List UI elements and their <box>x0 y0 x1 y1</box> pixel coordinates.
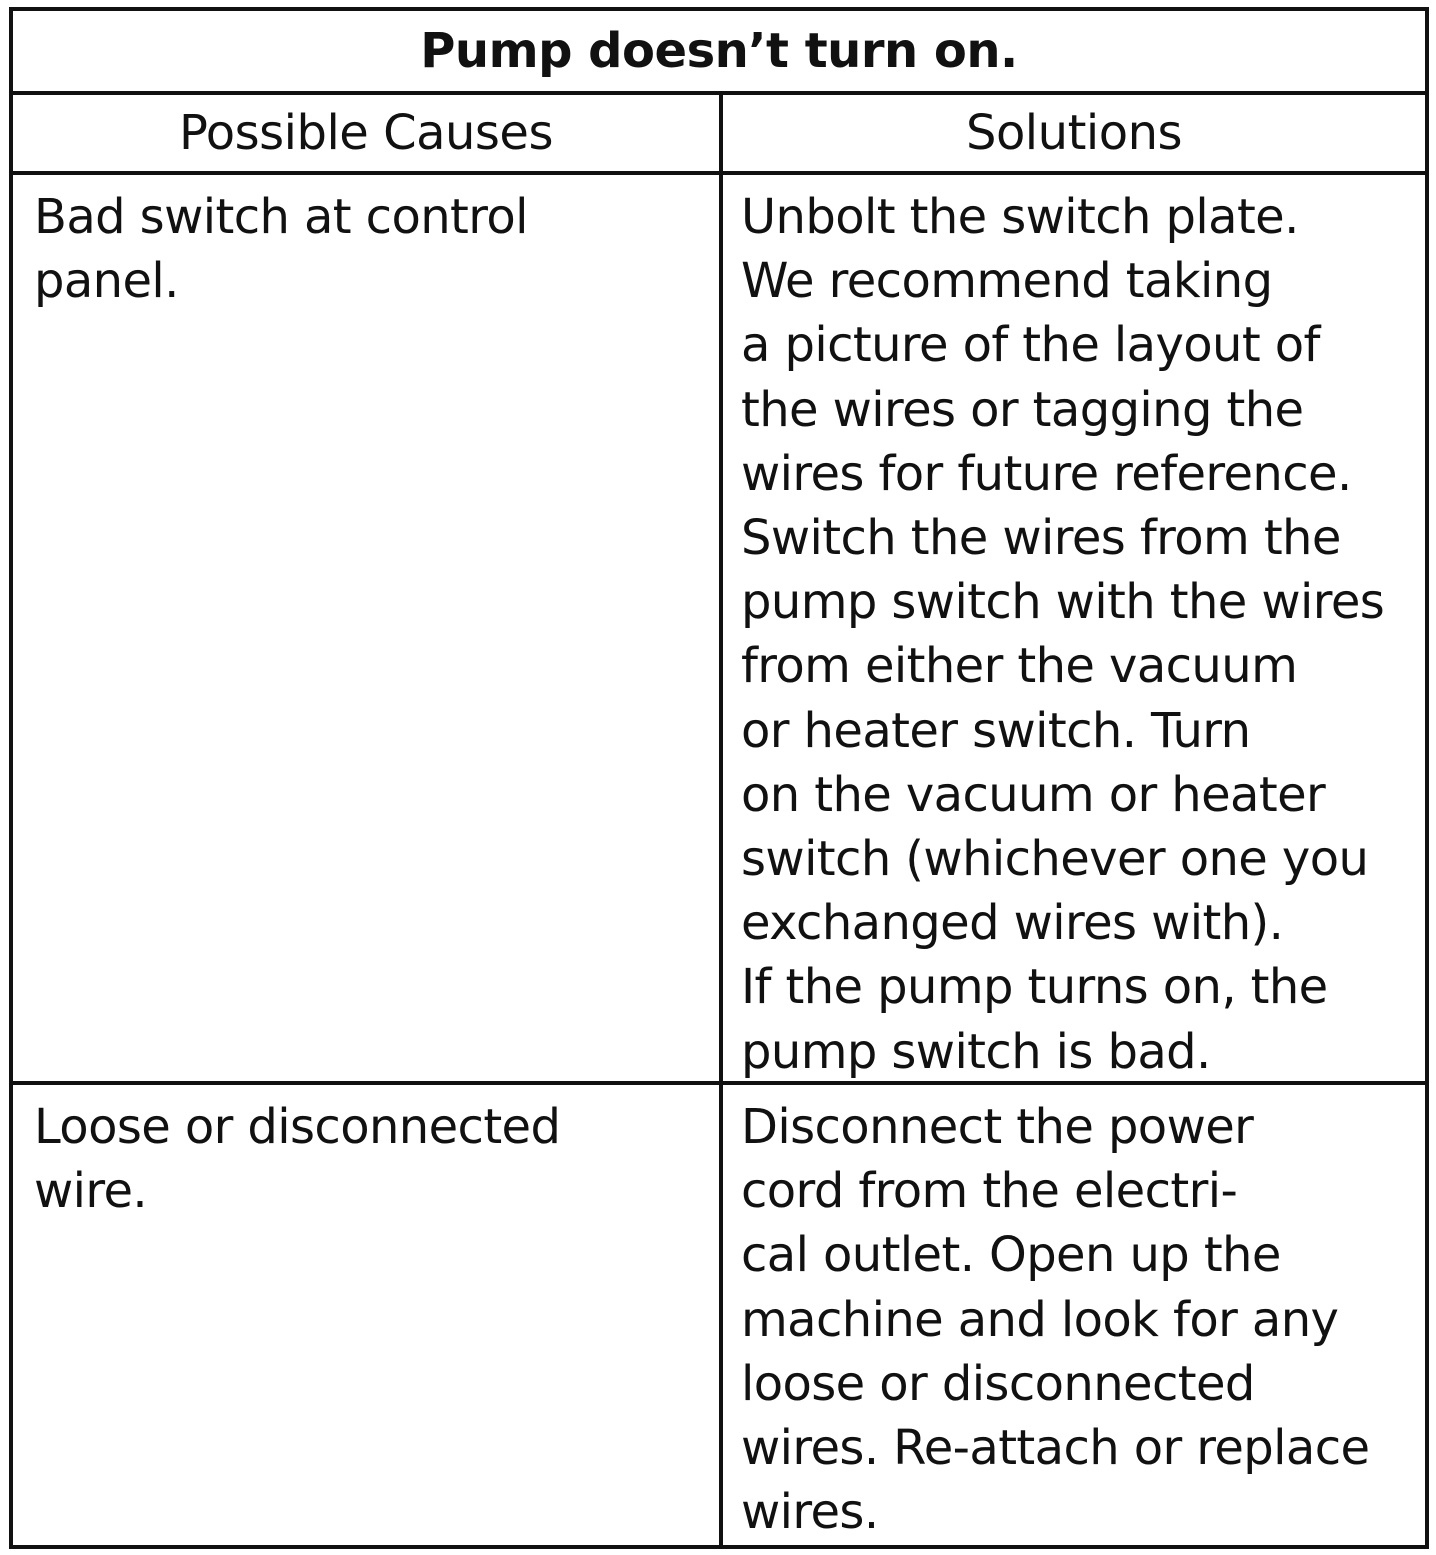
cause-cell: Bad switch at control panel. <box>13 175 723 1081</box>
header-possible-causes: Possible Causes <box>13 95 723 171</box>
header-solutions: Solutions <box>965 105 1183 161</box>
solution-cell: Unbolt the switch plate. We recommend taking a picture of the layout of the wires or tagging the wires for future reference. Switch the wires from the pump switch with the wires from either the vacuum or heater switch. Turn on the vacuum or heater switch (whichever one you exchanged wires with). If the pump turns on, the pump switch is bad. <box>741 189 1385 1080</box>
cause-cell: Loose or disconnected wire. <box>13 1085 723 1545</box>
table-row <box>13 175 1425 1085</box>
table-header-row <box>13 95 1425 175</box>
table-title: Pump doesn’t turn on. <box>13 11 1425 95</box>
table-row <box>13 1085 1425 1545</box>
troubleshooting-table <box>9 7 1429 1549</box>
solution-cell: Disconnect the power cord from the electri- cal outlet. Open up the machine and look for any loose or disconnected wires. Re-attach or replace wires. <box>741 1099 1370 1541</box>
